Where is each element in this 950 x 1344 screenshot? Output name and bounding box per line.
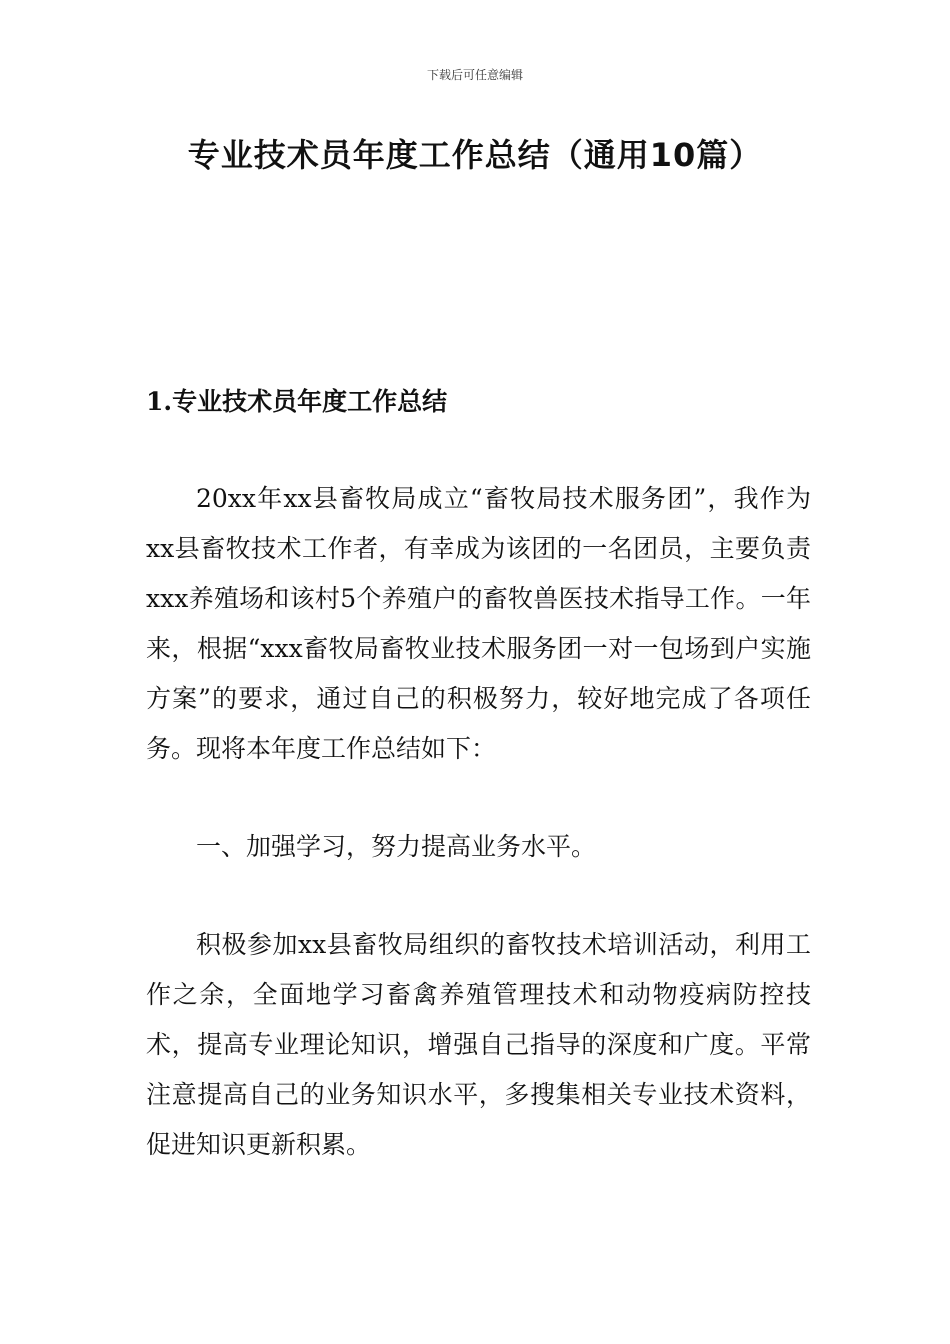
- body-paragraph-intro: 20xx年xx县畜牧局成立“畜牧局技术服务团”，我作为xx县畜牧技术工作者，有幸成为该团的一名团员，主要负责xxx养殖场和该村5个养殖户的畜牧兽医技术指导工作。一年来，根据“xxx畜牧局畜牧业技术服务团一对一包场到户实施方案”的要求，通过自己的积极努力，较好地完成了各项任务。现将本年度工作总结如下：: [146, 484, 811, 763]
- header-note: 下载后可任意编辑: [426, 68, 523, 82]
- body-paragraph-study: 积极参加xx县畜牧局组织的畜牧技术培训活动，利用工作之余，全面地学习畜禽养殖管理技术和动物疫病防控技术，提高专业理论知识，增强自己指导的深度和广度。平常注意提高自己的业务知识水平，多搜集相关专业技术资料，促进知识更新积累。: [146, 930, 811, 1159]
- document-title: 专业技术员年度工作总结（通用10篇）: [187, 136, 763, 174]
- section-heading: 1.专业技术员年度工作总结: [146, 387, 448, 416]
- subheading-paragraph: 一、加强学习，努力提高业务水平。: [196, 832, 597, 861]
